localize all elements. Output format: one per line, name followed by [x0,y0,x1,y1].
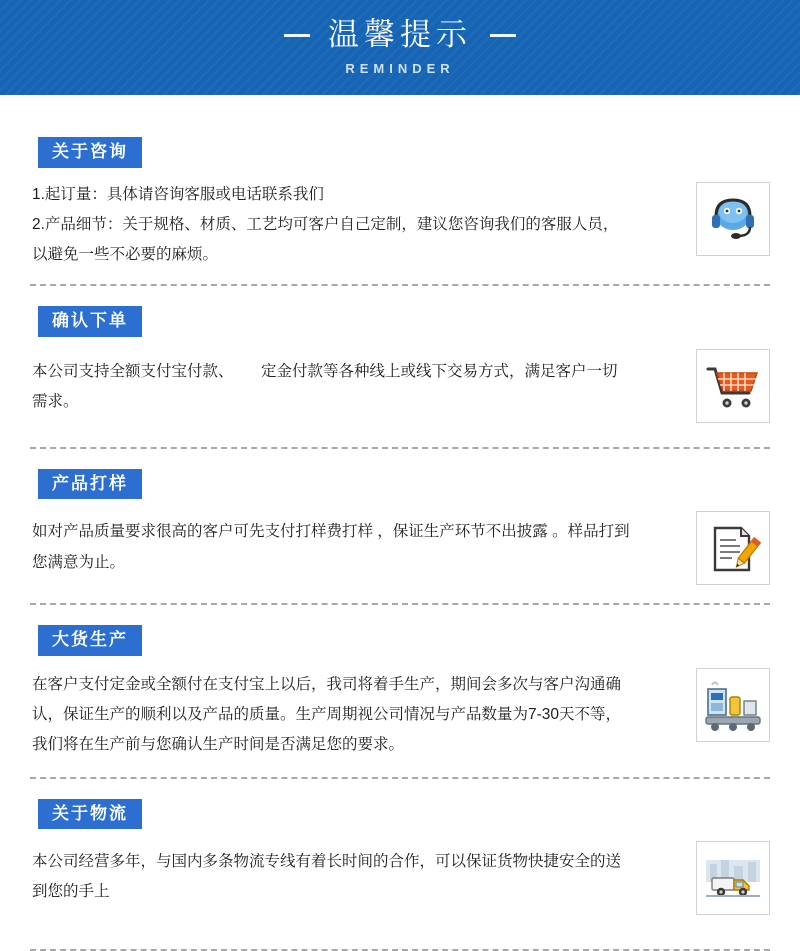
paragraph-line: 如对产品质量要求很高的客户可先支付打样费打样 ，保证生产环节不出披露 。样品打到您满意为止。 [32,517,632,577]
document-pencil-icon [696,511,770,585]
section-row [30,180,770,271]
page-title: 温馨提示 [328,18,472,52]
section-tag-logistics: 关于物流 [38,799,142,830]
section-order [30,286,770,449]
paragraph-line: 本公司支持全额支付宝付款、 定金付款等各种线上或线下交易方式，满足客户一切需求。 [32,357,632,417]
section-tag-order: 确认下单 [38,306,142,337]
section-logistics [30,779,770,951]
sections-container [0,95,800,951]
section-text-sample [30,509,646,577]
right-dash-icon [490,34,516,37]
banner-title-row [0,18,800,52]
section-row [30,666,770,761]
section-sample [30,449,770,606]
section-produce [30,605,770,778]
paragraph-line: 1.起订量：具体请咨询客服或电话联系我们 [32,180,632,210]
section-row [30,509,770,585]
left-dash-icon [284,34,310,37]
paragraph-line: 在客户支付定金或全额付在支付宝上以后，我司将着手生产，期间会多次与客户沟通确认，保证生产的顺利以及产品的质量。生产周期视公司情况与产品数量为7-30天不等，我们将在生产前与您确认生产时间是否满足您的要求。 [32,670,632,761]
section-consult [30,95,770,286]
section-row [30,839,770,915]
banner-inner [0,18,800,76]
section-text-logistics [30,839,646,907]
headset-support-icon [696,182,770,256]
paragraph-line: 2.产品细节：关于规格、材质、工艺均可客户自己定制，建议您咨询我们的客服人员，以避免一些不必要的麻烦。 [32,210,632,270]
section-tag-sample: 产品打样 [38,469,142,500]
page-banner [0,0,800,95]
paragraph-line: 本公司经营多年，与国内多条物流专线有着长时间的合作，可以保证货物快捷安全的送到您的手上 [32,847,632,907]
factory-production-icon [696,668,770,742]
section-text-produce [30,666,646,761]
section-text-order [30,347,646,417]
section-tag-consult: 关于咨询 [38,137,142,168]
section-row [30,347,770,423]
section-tag-produce: 大货生产 [38,625,142,656]
delivery-truck-icon [696,841,770,915]
banner-subtitle: REMINDER [0,61,800,76]
section-text-consult [30,180,646,271]
shopping-cart-icon [696,349,770,423]
